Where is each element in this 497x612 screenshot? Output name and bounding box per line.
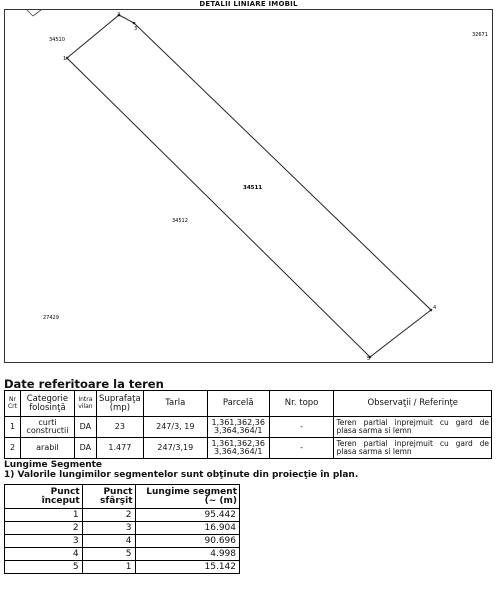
cell-tarla: 247/3, 19 (143, 417, 207, 438)
cell-length: 90.696 (135, 535, 240, 548)
header-nr-topo: Nr. topo (269, 391, 334, 417)
neighbor-label-top-right: 32671 (472, 32, 488, 38)
segment-row (5, 548, 240, 561)
header-lungime: Lungime segment (~ (m) (135, 485, 240, 509)
cell-suprafata: 1.477 (96, 438, 143, 459)
section-title-teren: Date referitoare la teren (4, 377, 164, 391)
segment-row (5, 535, 240, 548)
cell-parcela: 1,361,362,36 3,364,364/1 (207, 438, 269, 459)
cell-intravilan: DA (74, 417, 96, 438)
cell-intravilan: DA (74, 438, 96, 459)
cell-categorie: curti constructii (20, 417, 74, 438)
cell-length: 15.142 (135, 561, 240, 574)
cell-start: 4 (5, 548, 83, 561)
vertex-marker-3 (133, 22, 136, 25)
segment-row (5, 522, 240, 535)
cell-suprafata: 23 (96, 417, 143, 438)
cell-nr: 1 (5, 417, 21, 438)
header-observatii: Observaţii / Referinţe (334, 391, 492, 417)
header-tarla: Tarla (143, 391, 207, 417)
segment-header-row (5, 485, 240, 509)
map-drawing (5, 10, 494, 364)
header-punct-inceput: Punct început (5, 485, 83, 509)
cell-start: 2 (5, 522, 83, 535)
cell-nr-topo: - (269, 417, 334, 438)
cell-observatii: Teren partial inprejmuit cu gard de plasa sarma si lemn (334, 438, 492, 459)
neighbor-label-middle: 34512 (172, 218, 188, 224)
section-title-segmente: Lungime Segmente (4, 460, 103, 470)
land-data-table (4, 390, 492, 459)
cell-end: 4 (82, 535, 135, 548)
cadastral-map (4, 9, 493, 363)
cell-categorie: arabil (20, 438, 74, 459)
header-categorie: Categorie folosinţă (20, 391, 74, 417)
table-row (5, 438, 492, 459)
parcel-main-number: 34511 (243, 185, 263, 191)
header-parcela: Parcelă (207, 391, 269, 417)
header-punct-sfarsit: Punct sfârşit (82, 485, 135, 509)
cell-end: 2 (82, 509, 135, 522)
map-title: DETALII LINIARE IMOBIL (199, 0, 298, 8)
cell-length: 95.442 (135, 509, 240, 522)
cell-observatii: Teren partial inprejmuit cu gard de plasa sarma si lemn (334, 417, 492, 438)
cell-start: 3 (5, 535, 83, 548)
cell-start: 5 (5, 561, 83, 574)
header-nr: Nr Crt (5, 391, 21, 417)
cell-length: 4.998 (135, 548, 240, 561)
cell-end: 5 (82, 548, 135, 561)
vertex-marker-4 (430, 309, 433, 312)
cell-nr: 2 (5, 438, 21, 459)
neighbor-label-top-left: 34510 (49, 37, 65, 43)
neighbor-label-bottom-left: 27429 (43, 315, 59, 321)
table-header-row (5, 391, 492, 417)
cell-parcela: 1,361,362,36 3,364,364/1 (207, 417, 269, 438)
corner-mark (27, 10, 41, 16)
table-row (5, 417, 492, 438)
segment-lengths-table (4, 484, 240, 574)
cell-end: 3 (82, 522, 135, 535)
cell-end: 1 (82, 561, 135, 574)
vertex-label-1: 1 (63, 56, 67, 62)
header-suprafata: Suprafaţa (mp) (96, 391, 143, 417)
cell-tarla: 247/3,19 (143, 438, 207, 459)
vertex-label-2: 2 (117, 12, 121, 18)
header-intravilan: Intra vilan (74, 391, 96, 417)
cell-length: 16.904 (135, 522, 240, 535)
segment-row (5, 561, 240, 574)
cell-start: 1 (5, 509, 83, 522)
vertex-label-3: 3 (134, 26, 138, 32)
vertex-label-4: 4 (433, 305, 437, 311)
segmente-note: 1) Valorile lungimilor segmentelor sunt obţinute din proiecţie în plan. (4, 470, 359, 480)
cell-nr-topo: - (269, 438, 334, 459)
vertex-label-5: 5 (367, 356, 371, 362)
segment-row (5, 509, 240, 522)
